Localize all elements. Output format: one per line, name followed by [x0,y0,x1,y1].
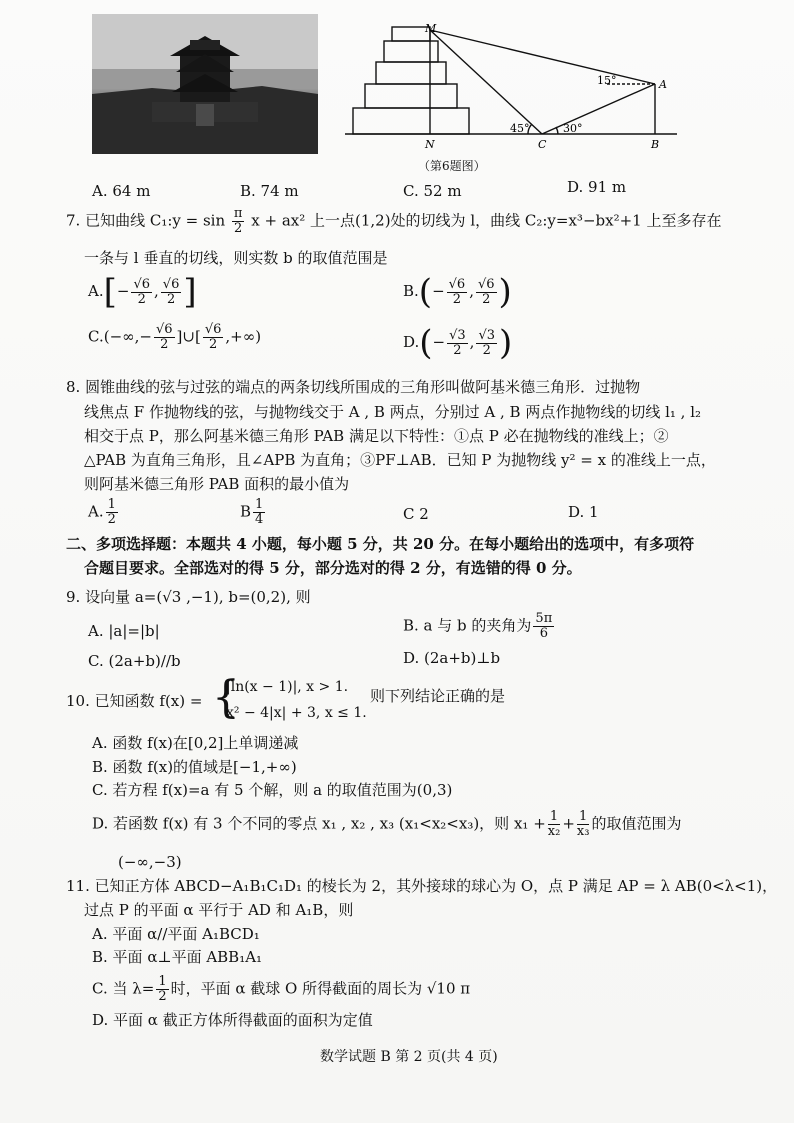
q7-option-d: D.(− $\frac{√3}{2}$ , $\frac{√3}{2}$ ) [403,323,513,363]
q7-option-c: C.(−∞,− $\frac{√6}{2}$ ]∪[ $\frac{√6}{2}$ ,+∞) [88,322,262,352]
q8-line2: 线焦点 F 作抛物线的弦，与抛物线交于 A , B 两点，分别过 A , B 两点作抛物线的切线 l₁ , l₂ [84,403,702,421]
q11-option-a: A. 平面 α//平面 A₁BCD₁ [92,925,260,943]
label-B: B [651,138,660,151]
q10-option-a: A. 函数 f(x)在[0,2]上单调递减 [92,734,299,752]
q9-option-c: C. (2a+b)//b [88,652,181,670]
q10-option-d-range: (−∞,−3) [118,853,182,871]
label-N: N [425,138,435,151]
q8-option-b: B $\frac{1}{4}$ [240,497,264,527]
q7-stem-line2: 一条与 l 垂直的切线，则实数 b 的取值范围是 [84,249,388,267]
angle-45-label: 45° [510,122,530,135]
tower-photo-drawing [92,14,318,154]
q10-case1: |ln(x − 1)|, x > 1. [226,679,349,695]
q7-text-a: 已知曲线 C₁:y = sin [85,211,226,230]
q9-stem: 9. 设向量 a=(√3 ,−1), b=(0,2), 则 [66,588,311,606]
q8-line4: △PAB 为直角三角形，且∠APB 为直角；③PF⊥AB．已知 P 为抛物线 y² = x 的准线上一点， [84,451,716,469]
tower-geometry-diagram [345,18,685,152]
label-A: A [659,78,667,91]
q8-option-a: A. $\frac{1}{2}$ [88,497,116,527]
section2-heading-line1: 二、多项选择题：本题共 4 小题，每小题 5 分，共 20 分。在每小题给出的选项中，有多项符 [66,535,695,553]
q10-option-b: B. 函数 f(x)的值域是[−1,+∞) [92,758,297,776]
q8-line3: 相交于点 P，那么阿基米德三角形 PAB 满足以下特性：①点 P 必在抛物线的准线上；② [84,427,669,445]
q10-brace: { [212,672,240,723]
q6-option-b: B. 74 m [240,182,299,200]
figure-caption: （第6题图） [418,159,486,173]
q11-line2: 过点 P 的平面 α 平行于 AD 和 A₁B，则 [84,901,354,919]
q8-line5: 则阿基米德三角形 PAB 面积的最小值为 [84,475,350,493]
page-footer: 数学试题 B 第 2 页(共 4 页) [320,1049,498,1065]
q11-option-c: C. 当 λ= $\frac{1}{2}$ 时，平面 α 截球 O 所得截面的周长为 √10 π [92,974,471,1004]
q7-option-a: A.[− $\frac{√6}{2}$ , $\frac{√6}{2}$ ] [88,272,197,312]
q9-option-a: A. |a|=|b| [88,622,160,640]
q7-number: 7. [66,211,81,230]
q8-option-d: D. 1 [568,503,599,521]
q6-option-a: A. 64 m [92,182,151,200]
q8-option-c: C 2 [403,505,429,523]
q9-option-b: B. a 与 b 的夹角为 $\frac{5\pi}{6}$ [403,611,553,641]
angle-30-label: 30° [563,122,583,135]
q6-option-c: C. 52 m [403,182,462,200]
q7-option-b: B.(− $\frac{√6}{2}$ , $\frac{√6}{2}$ ) [403,272,512,312]
q7-stem-line1 [66,207,721,236]
q9-option-d: D. (2a+b)⊥b [403,649,501,667]
q6-option-d: D. 91 m [567,178,627,196]
label-C: C [538,138,547,151]
q10-suffix: 则下列结论正确的是 [370,687,506,705]
label-M: M [425,22,437,35]
q10-case2: x² − 4|x| + 3, x ≤ 1. [226,705,367,721]
q11-option-b: B. 平面 α⊥平面 ABB₁A₁ [92,948,263,966]
q10-option-d: D. 若函数 f(x) 有 3 个不同的零点 x₁ , x₂ , x₃ (x₁<x₂<x₃)，则 x₁ + $\frac{1}{\text{x₂}}$ + $\frac{1}{\text{x₃}}$ 的取值范围为 [92,809,682,839]
tower-photo [92,14,318,154]
q7-text-b: x + ax² 上一点(1,2)处的切线为 l，曲线 C₂:y=x³−bx²+1 上至多存在 [251,211,722,230]
q8-line1: 8. 圆锥曲线的弦与过弦的端点的两条切线所围成的三角形叫做阿基米德三角形．过抛物 [66,378,641,396]
q7-frac-pi-over-2: $\frac{\pi}{2}$ [233,206,243,236]
q11-line1: 11. 已知正方体 ABCD−A₁B₁C₁D₁ 的棱长为 2，其外接球的球心为 O，点 P 满足 AP = λ AB(0<λ<1)， [66,877,778,895]
q10-option-c: C. 若方程 f(x)=a 有 5 个解，则 a 的取值范围为(0,3) [92,781,453,799]
angle-15-label: 15° [597,74,617,87]
q11-option-d: D. 平面 α 截正方体所得截面的面积为定值 [92,1011,373,1029]
q10-prefix: 10. 已知函数 f(x) = [66,692,203,710]
section2-heading-line2: 合题目要求。全部选对的得 5 分，部分选对的得 2 分，有选错的得 0 分。 [84,559,582,577]
